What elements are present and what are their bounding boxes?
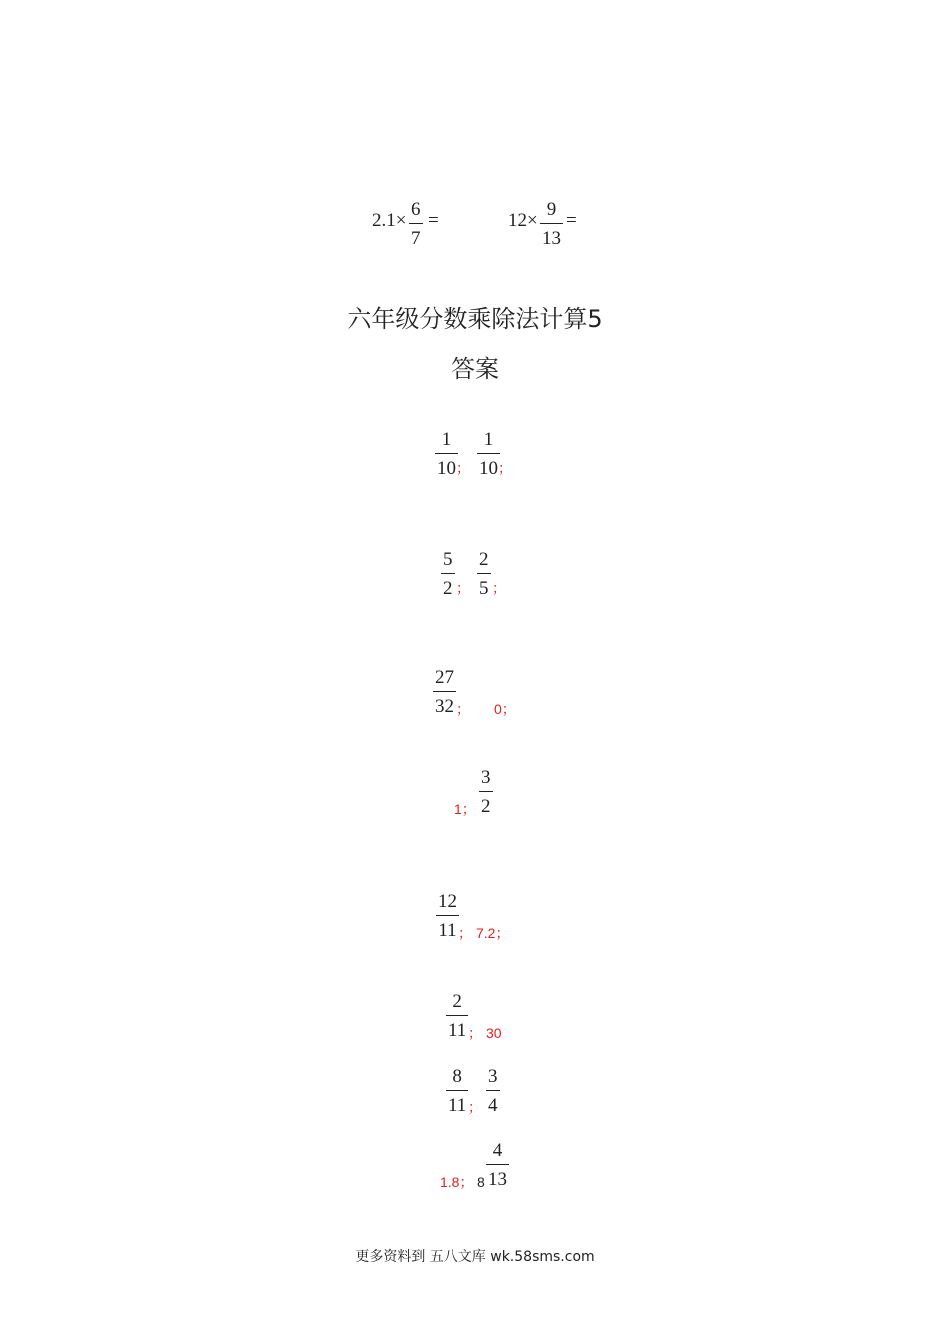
fraction-bar: [479, 791, 493, 792]
answer-separator: ；: [456, 701, 470, 717]
problem-1-lead: 2.1×: [372, 210, 407, 231]
denominator: 10: [479, 458, 498, 479]
page-title: 六年级分数乘除法计算5: [347, 305, 603, 333]
fraction-bar: [477, 573, 491, 574]
answer-value: 7.2；: [476, 925, 510, 941]
answer-fraction: [479, 768, 493, 816]
answer-fraction: [446, 992, 468, 1040]
answer-fraction: [477, 550, 491, 598]
fraction-bar: [446, 1015, 468, 1016]
denominator: 2: [443, 578, 453, 599]
numerator: 1: [441, 429, 452, 450]
denominator: 32: [435, 696, 454, 717]
denominator: 11: [448, 1020, 467, 1041]
denominator: 4: [488, 1095, 498, 1116]
denominator: 5: [479, 578, 489, 599]
problem-2-equals: =: [566, 210, 577, 231]
numerator: 27: [435, 667, 454, 688]
answer-separator: ；: [498, 460, 512, 476]
fraction-bar: [435, 453, 458, 454]
answer-value: 0；: [494, 701, 516, 717]
numerator: 8: [452, 1066, 462, 1087]
denominator: 11: [438, 920, 457, 941]
numerator: 12: [438, 891, 457, 912]
fraction-bar: [477, 453, 500, 454]
numerator: 1: [483, 429, 494, 450]
fraction-bar: [441, 573, 455, 574]
problem-1-fraction: [409, 200, 423, 248]
denominator: 11: [448, 1095, 467, 1116]
numerator: 2: [452, 991, 462, 1012]
answer-value: 30: [486, 1025, 502, 1041]
answer-value: 1.8；: [440, 1174, 474, 1190]
problem-2-lead: 12×: [508, 210, 538, 231]
answer-fraction: [435, 430, 458, 478]
answer-separator: ；: [468, 1025, 482, 1041]
denominator: 10: [437, 458, 456, 479]
numerator: 5: [443, 549, 453, 570]
answer-fraction: [441, 550, 455, 598]
answer-fraction: [433, 668, 456, 716]
answer-separator: ；: [456, 460, 470, 476]
mixed-number-whole: 8: [477, 1174, 485, 1190]
fraction-bar: [446, 1090, 468, 1091]
numerator: 2: [479, 549, 489, 570]
answer-heading: 答案: [451, 355, 499, 383]
footer-link-text: 更多资料到 五八文库 wk.58sms.com: [355, 1249, 595, 1265]
numerator: 3: [488, 1066, 498, 1087]
denominator: 13: [542, 228, 561, 249]
numerator: 3: [481, 767, 491, 788]
answer-separator: ；: [492, 580, 506, 596]
answer-fraction: [486, 1067, 500, 1115]
fraction-bar: [486, 1164, 509, 1165]
problem-2-fraction: [540, 200, 563, 248]
answer-fraction: [446, 1067, 468, 1115]
fraction-bar: [436, 915, 459, 916]
answer-fraction: [436, 892, 459, 940]
answer-value: 1；: [454, 801, 476, 817]
numerator: 4: [492, 1140, 503, 1161]
numerator: 9: [546, 199, 557, 220]
answer-separator: ；: [468, 1099, 482, 1115]
fraction-bar: [409, 223, 423, 224]
fraction-bar: [433, 691, 456, 692]
answer-fraction: [477, 430, 500, 478]
denominator: 2: [481, 796, 491, 817]
numerator: 6: [411, 199, 421, 220]
answer-fraction: [486, 1141, 509, 1189]
problem-1-equals: =: [428, 210, 439, 231]
denominator: 13: [488, 1169, 507, 1190]
answer-separator: ；: [458, 925, 472, 941]
fraction-bar: [540, 223, 563, 224]
answer-separator: ；: [456, 580, 470, 596]
denominator: 7: [411, 228, 421, 249]
fraction-bar: [486, 1090, 500, 1091]
